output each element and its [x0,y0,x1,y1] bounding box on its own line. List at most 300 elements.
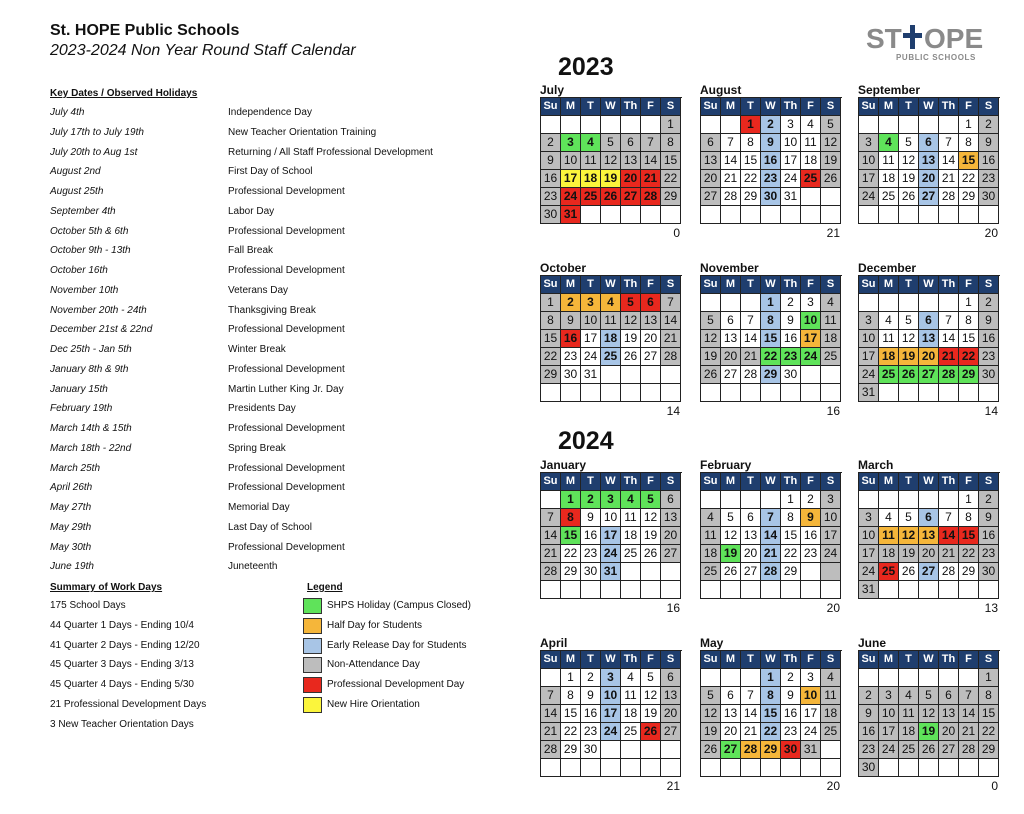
day-cell: 26 [701,366,721,384]
day-cell [641,759,661,777]
key-date-date: April 26th [50,482,93,494]
day-cell: 3 [601,669,621,687]
key-date-date: March 14th & 15th [50,423,132,434]
day-cell [541,669,561,687]
day-cell [801,581,821,599]
day-cell: 18 [899,723,919,741]
day-cell [621,741,641,759]
day-cell [821,206,841,224]
weekday-header: W [761,651,781,669]
month-may [700,636,842,794]
day-cell: 20 [741,545,761,563]
weekday-header: T [581,473,601,491]
day-cell [801,563,821,581]
day-cell: 24 [821,545,841,563]
day-cell: 1 [959,294,979,312]
month-november [700,261,842,419]
day-cell: 16 [801,527,821,545]
day-cell [939,384,959,402]
key-date-row [50,399,490,419]
day-cell: 2 [561,294,581,312]
day-cell: 25 [899,741,919,759]
day-cell [879,294,899,312]
day-cell: 18 [581,170,601,188]
key-date-description: Fall Break [228,245,274,257]
day-cell: 16 [581,527,601,545]
day-cell: 23 [581,545,601,563]
day-cell: 11 [821,312,841,330]
key-date-description: Professional Development [228,482,345,494]
day-cell: 22 [561,723,581,741]
day-cell: 10 [859,330,879,348]
day-cell: 3 [801,294,821,312]
key-date-row [50,538,490,558]
key-date-row [50,439,490,459]
key-date-date: October 9th - 13th [50,245,131,257]
day-cell [561,116,581,134]
legend-swatch [303,638,322,654]
weekday-header: T [741,276,761,294]
key-date-row [50,123,490,143]
day-cell: 12 [899,152,919,170]
day-cell: 22 [959,545,979,563]
key-date-description: Memorial Day [228,502,290,513]
day-cell: 26 [899,188,919,206]
day-cell: 23 [561,348,581,366]
weekday-header: S [661,651,681,669]
work-days-item: 44 Quarter 1 Days - Ending 10/4 [50,619,194,631]
day-cell: 20 [721,723,741,741]
day-cell: 1 [561,669,581,687]
day-cell: 7 [939,312,959,330]
day-cell: 19 [641,705,661,723]
weekday-header: M [721,276,741,294]
day-cell: 29 [761,741,781,759]
month-name: June [858,636,887,650]
weekday-header: M [561,651,581,669]
legend-swatch [303,677,322,693]
day-cell [939,294,959,312]
legend-swatch [303,598,322,614]
day-cell: 10 [601,687,621,705]
weekday-header: S [661,276,681,294]
day-cell: 15 [741,152,761,170]
day-cell: 15 [959,527,979,545]
key-date-description: Thanksgiving Break [228,304,316,316]
day-cell: 28 [661,348,681,366]
day-cell [801,366,821,384]
month-work-day-total: 0 [673,226,680,240]
day-cell [781,384,801,402]
key-date-row [50,143,490,163]
day-cell [741,294,761,312]
day-cell: 26 [621,348,641,366]
logo-wordmark [866,22,990,52]
key-date-row [50,241,490,261]
key-date-row [50,301,490,321]
day-cell: 28 [959,741,979,759]
day-cell: 19 [899,545,919,563]
day-cell: 4 [621,491,641,509]
day-cell: 23 [781,348,801,366]
day-cell: 6 [939,687,959,705]
day-cell: 30 [781,741,801,759]
day-cell: 31 [859,384,879,402]
day-cell [661,563,681,581]
day-cell: 24 [859,188,879,206]
day-cell: 15 [761,330,781,348]
weekday-header: F [801,276,821,294]
day-cell: 28 [641,188,661,206]
day-cell [979,206,999,224]
day-cell [721,669,741,687]
day-cell: 28 [939,563,959,581]
day-cell [821,366,841,384]
day-cell: 21 [721,170,741,188]
day-cell: 17 [781,152,801,170]
day-cell [621,366,641,384]
weekday-header: Su [859,276,879,294]
month-work-day-total: 0 [991,779,998,793]
day-cell: 30 [979,366,999,384]
day-cell: 11 [621,687,641,705]
day-cell: 15 [959,152,979,170]
day-cell: 2 [979,294,999,312]
day-cell: 7 [661,294,681,312]
day-cell: 11 [879,152,899,170]
key-date-description: Professional Development [228,265,345,276]
day-cell: 31 [561,206,581,224]
day-cell [979,384,999,402]
day-cell: 18 [621,705,641,723]
weekday-header: S [821,473,841,491]
weekday-header: F [959,651,979,669]
day-cell [959,384,979,402]
weekday-header: M [721,651,741,669]
weekday-header: M [879,473,899,491]
day-cell: 12 [621,312,641,330]
key-date-description: Professional Development [228,462,345,474]
key-date-description: Professional Development [228,363,345,375]
day-cell: 17 [561,170,581,188]
day-cell: 13 [721,330,741,348]
key-date-date: May 29th [50,521,92,533]
day-cell [701,491,721,509]
day-cell: 23 [979,170,999,188]
day-cell: 4 [821,294,841,312]
day-cell: 14 [641,152,661,170]
weekday-header: Th [939,473,959,491]
month-work-day-total: 13 [984,601,998,615]
key-date-date: June 19th [50,561,94,573]
day-cell: 10 [801,687,821,705]
day-cell [621,384,641,402]
day-cell [541,581,561,599]
day-cell: 25 [801,170,821,188]
day-cell [701,581,721,599]
day-cell [781,581,801,599]
day-cell [741,669,761,687]
day-cell: 24 [581,348,601,366]
key-date-row [50,498,490,518]
day-cell: 3 [879,687,899,705]
day-cell: 6 [621,134,641,152]
day-cell: 2 [859,687,879,705]
day-cell: 9 [979,312,999,330]
day-cell [601,206,621,224]
key-date-description: Presidents Day [228,403,296,415]
key-date-description: Professional Development [228,423,345,434]
day-cell: 14 [741,705,761,723]
key-date-date: May 30th [50,541,92,553]
day-cell [761,581,781,599]
day-cell: 11 [879,330,899,348]
day-cell: 26 [601,188,621,206]
day-cell: 25 [879,188,899,206]
key-date-description: Martin Luther King Jr. Day [228,383,344,395]
day-cell: 8 [959,509,979,527]
day-cell: 13 [939,705,959,723]
day-cell: 4 [701,509,721,527]
work-days-item: 3 New Teacher Orientation Days [50,718,194,730]
day-cell: 27 [741,563,761,581]
legend-label: Early Release Day for Students [327,639,467,651]
key-date-row [50,281,490,301]
weekday-header: Th [939,651,959,669]
day-cell: 21 [541,723,561,741]
month-work-day-total: 16 [666,601,680,615]
weekday-header: W [761,276,781,294]
day-cell: 16 [541,170,561,188]
day-cell [939,581,959,599]
day-cell: 21 [939,348,959,366]
day-cell: 28 [541,741,561,759]
weekday-header: F [801,473,821,491]
day-cell: 23 [859,741,879,759]
day-cell: 29 [561,741,581,759]
day-cell: 29 [959,366,979,384]
day-cell [541,759,561,777]
day-cell [641,581,661,599]
day-cell: 3 [821,491,841,509]
day-cell: 14 [939,152,959,170]
key-date-row [50,419,490,439]
key-date-date: December 21st & 22nd [50,324,153,336]
day-cell [899,294,919,312]
day-cell: 31 [801,741,821,759]
key-date-row [50,320,490,340]
weekday-header: Su [701,98,721,116]
day-cell: 17 [801,705,821,723]
day-cell: 28 [741,366,761,384]
day-cell [979,759,999,777]
day-cell [661,581,681,599]
weekday-header: T [581,276,601,294]
day-cell: 17 [601,705,621,723]
day-cell: 14 [721,152,741,170]
day-cell: 22 [741,170,761,188]
day-cell [741,206,761,224]
weekday-header: T [741,651,761,669]
weekday-header: F [801,651,821,669]
month-grid [700,275,842,402]
day-cell: 3 [801,669,821,687]
day-cell: 9 [581,687,601,705]
day-cell [661,366,681,384]
day-cell [919,206,939,224]
day-cell: 23 [979,545,999,563]
day-cell: 1 [741,116,761,134]
day-cell: 22 [959,170,979,188]
day-cell [979,581,999,599]
month-grid [540,650,682,777]
day-cell [601,581,621,599]
day-cell: 13 [741,527,761,545]
month-work-day-total: 20 [826,601,840,615]
day-cell [701,206,721,224]
day-cell [919,491,939,509]
day-cell: 11 [621,509,641,527]
day-cell [859,669,879,687]
day-cell [541,384,561,402]
day-cell [701,294,721,312]
key-date-description: Spring Break [228,442,286,454]
day-cell: 9 [781,312,801,330]
day-cell: 22 [661,170,681,188]
day-cell: 27 [661,545,681,563]
weekday-header: W [761,473,781,491]
day-cell: 8 [781,509,801,527]
key-date-date: November 20th - 24th [50,304,147,316]
day-cell: 1 [561,491,581,509]
day-cell: 31 [781,188,801,206]
weekday-header: Th [781,98,801,116]
day-cell: 29 [979,741,999,759]
month-april [540,636,682,794]
svg-text:ST: ST [866,23,902,52]
key-date-description: New Teacher Orientation Training [228,126,377,138]
month-grid [700,97,842,224]
day-cell [959,669,979,687]
day-cell [879,581,899,599]
day-cell: 27 [939,741,959,759]
day-cell: 10 [859,152,879,170]
weekday-header: F [641,276,661,294]
day-cell: 6 [641,294,661,312]
day-cell: 10 [879,705,899,723]
day-cell [919,294,939,312]
day-cell [561,581,581,599]
day-cell [919,581,939,599]
day-cell: 22 [979,723,999,741]
day-cell: 15 [561,527,581,545]
day-cell [899,206,919,224]
day-cell: 16 [581,705,601,723]
day-cell: 21 [541,545,561,563]
day-cell: 17 [879,723,899,741]
month-september [858,83,1000,241]
day-cell: 19 [621,330,641,348]
day-cell: 30 [581,741,601,759]
weekday-header: Th [621,276,641,294]
month-name: May [700,636,724,650]
key-date-description: Veterans Day [228,284,289,296]
weekday-header: F [959,276,979,294]
day-cell: 7 [741,312,761,330]
day-cell [761,206,781,224]
day-cell [879,116,899,134]
day-cell: 29 [661,188,681,206]
day-cell: 5 [919,687,939,705]
key-date-row [50,340,490,360]
day-cell [801,759,821,777]
day-cell: 18 [879,545,899,563]
day-cell [661,206,681,224]
day-cell: 12 [919,705,939,723]
day-cell: 15 [979,705,999,723]
day-cell: 30 [979,188,999,206]
day-cell: 4 [821,669,841,687]
month-work-day-total: 21 [666,779,680,793]
day-cell: 12 [601,152,621,170]
day-cell: 13 [721,705,741,723]
weekday-header: Th [781,276,801,294]
day-cell: 5 [601,134,621,152]
day-cell: 5 [899,312,919,330]
weekday-header: T [581,98,601,116]
weekday-header: S [979,276,999,294]
weekday-header: S [979,98,999,116]
day-cell: 30 [859,759,879,777]
day-cell: 30 [541,206,561,224]
day-cell: 8 [959,312,979,330]
weekday-header: Th [621,651,641,669]
day-cell [899,116,919,134]
day-cell: 31 [581,366,601,384]
day-cell [721,759,741,777]
weekday-header: M [561,473,581,491]
day-cell: 17 [601,527,621,545]
day-cell [641,563,661,581]
weekday-header: M [561,276,581,294]
day-cell [721,384,741,402]
day-cell: 2 [581,491,601,509]
day-cell [821,759,841,777]
day-cell [741,491,761,509]
day-cell: 24 [801,723,821,741]
day-cell: 10 [781,134,801,152]
day-cell [801,384,821,402]
day-cell: 6 [661,669,681,687]
key-date-description: Labor Day [228,205,275,217]
day-cell [879,491,899,509]
day-cell: 8 [761,687,781,705]
day-cell: 25 [879,366,899,384]
day-cell: 4 [801,116,821,134]
day-cell: 18 [621,527,641,545]
day-cell: 19 [821,152,841,170]
day-cell: 13 [919,152,939,170]
month-name: January [540,458,587,472]
day-cell [781,206,801,224]
legend-heading: Legend [307,582,343,593]
key-dates-heading: Key Dates / Observed Holidays [50,88,198,99]
day-cell: 13 [661,509,681,527]
day-cell: 3 [859,509,879,527]
key-date-date: February 19th [50,403,113,415]
day-cell: 10 [859,527,879,545]
day-cell [859,116,879,134]
